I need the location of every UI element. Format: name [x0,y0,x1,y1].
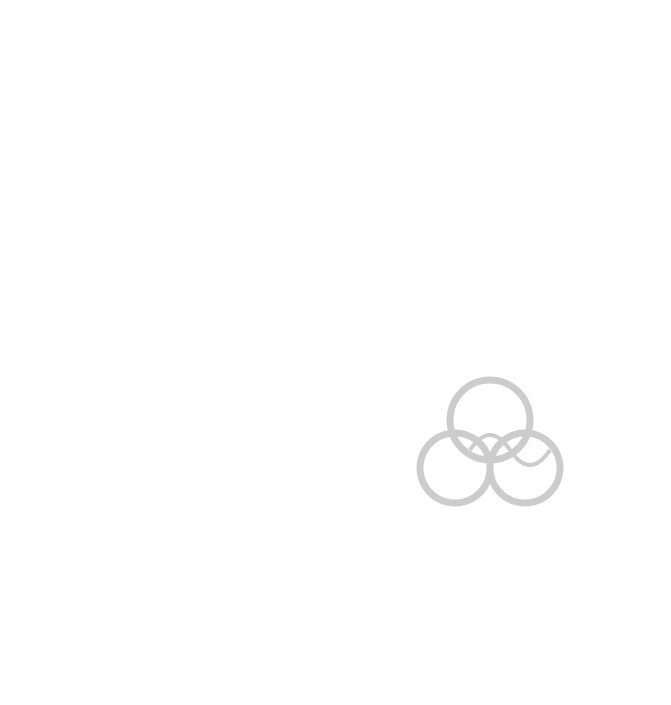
deq-watermark [420,380,560,503]
footer-strip [0,688,671,705]
